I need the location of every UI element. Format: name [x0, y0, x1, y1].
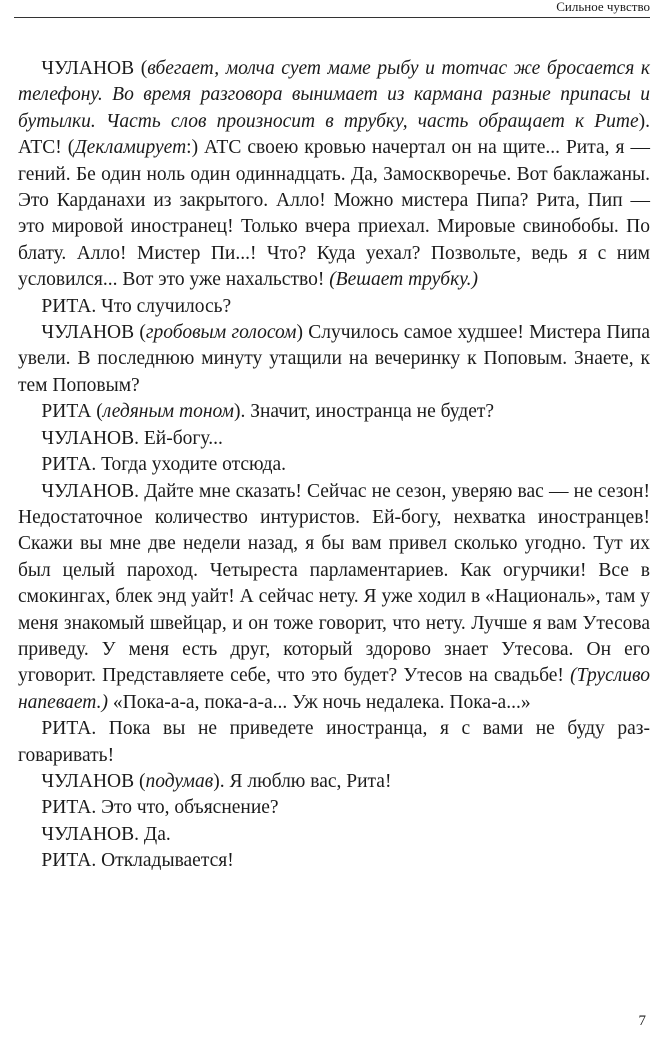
dialogue-text: ). Значит, иностранца не будет? [233, 401, 495, 423]
paragraph [18, 320, 650, 399]
stage-direction: (Вешает трубку.) [329, 269, 479, 291]
paragraph [18, 452, 650, 478]
paragraph [18, 426, 650, 452]
dialogue-text: РИТА. Пока вы не приведете иностранца, я с вами не буду разговаривать! [18, 718, 650, 766]
dialogue-text: ЧУЛАНОВ ( [41, 770, 146, 792]
dialogue-text: ). АТС! ( [18, 110, 650, 159]
paragraph [18, 294, 650, 320]
stage-direction: гробовым голосом [145, 322, 297, 344]
page-number: 7 [638, 1013, 646, 1029]
dialogue-text: РИТА. Это что, объяснение? [41, 797, 279, 819]
paragraph [18, 716, 650, 769]
stage-direction: подумав [145, 770, 214, 792]
body-text [18, 56, 650, 875]
dialogue-text: «Пока-а-а, пока-а-а... Уж ночь недалека. Пока-а...» [108, 691, 531, 713]
stage-direction: вбегает, молча сует маме рыбу и тотчас же бросается к телефону. Во время разговора вынимает из кармана разные припасы и бутылки. Часть слов произносит в трубку, часть обращает к Рите [18, 58, 650, 132]
dialogue-text: ) Случилось самое худшее! Мистера Пипа увели. В последнюю минуту утащили на вечеринку к Поповым. Знаете, к тем Поповым? [18, 322, 650, 396]
dialogue-text: РИТА. Откладывается! [41, 850, 234, 872]
stage-direction: Декламирует [74, 137, 187, 159]
dialogue-text: ЧУЛАНОВ ( [41, 322, 146, 344]
paragraph [18, 795, 650, 821]
paragraph [18, 399, 650, 425]
dialogue-text: РИТА. Тогда уходите отсюда. [41, 454, 287, 476]
paragraph [18, 848, 650, 874]
paragraph [18, 822, 650, 848]
dialogue-text: РИТА. Что случилось? [41, 295, 232, 317]
dialogue-text: ЧУЛАНОВ ( [41, 58, 148, 79]
paragraph [18, 479, 650, 717]
dialogue-text: :) АТС своею кровью начертал он на щите... Рита, я — гений. Бе один ноль один одиннадцать. Да, Замоскворечье. Вот баклажаны. Это Карданахи из закрытого. Алло! Можно мистера Пипа? Рита, Пип — это мировой иностранец! Только вчера приехал. Мировые свинобобы. По блату. Алло! Мистер Пи...! Что? Куда уехал? Позвольте, ведь я с ним условился... Вот это уже нахальство! [18, 137, 650, 291]
stage-direction: (Трусливо напевает.) [18, 665, 650, 713]
dialogue-text: ЧУЛАНОВ. Ей-богу... [41, 427, 223, 449]
dialogue-text: РИТА ( [41, 401, 103, 423]
dialogue-text: ЧУЛАНОВ. Да. [41, 823, 171, 845]
running-head: Сильное чувство [14, 0, 650, 18]
stage-direction: ледяным тоном [102, 401, 234, 423]
dialogue-text: ЧУЛАНОВ. Дайте мне сказать! Сейчас не сезон, уверяю вас — не сезон! Недостаточное количество интуристов. Ей-богу, нехватка иностранцев! Скажи вы мне две недели назад, я бы вам привел сколько угодно. Тут их был целый пароход. Четыреста парламентариев. Как огурчики! Все в смокингах, блек энд уайт! А сейчас нету. Я уже ходил в «Националь», там у меня знакомый швейцар, и он тоже говорит, что нету. Лучше я вам Утесова приведу. У меня есть друг, который здорово знает Утесова. Он его уговорит. Представляете себе, что это будет? Утесов на свадьбе! [18, 480, 650, 687]
dialogue-text: ). Я люблю вас, Рита! [213, 770, 392, 792]
paragraph [18, 769, 650, 795]
paragraph [18, 56, 650, 294]
